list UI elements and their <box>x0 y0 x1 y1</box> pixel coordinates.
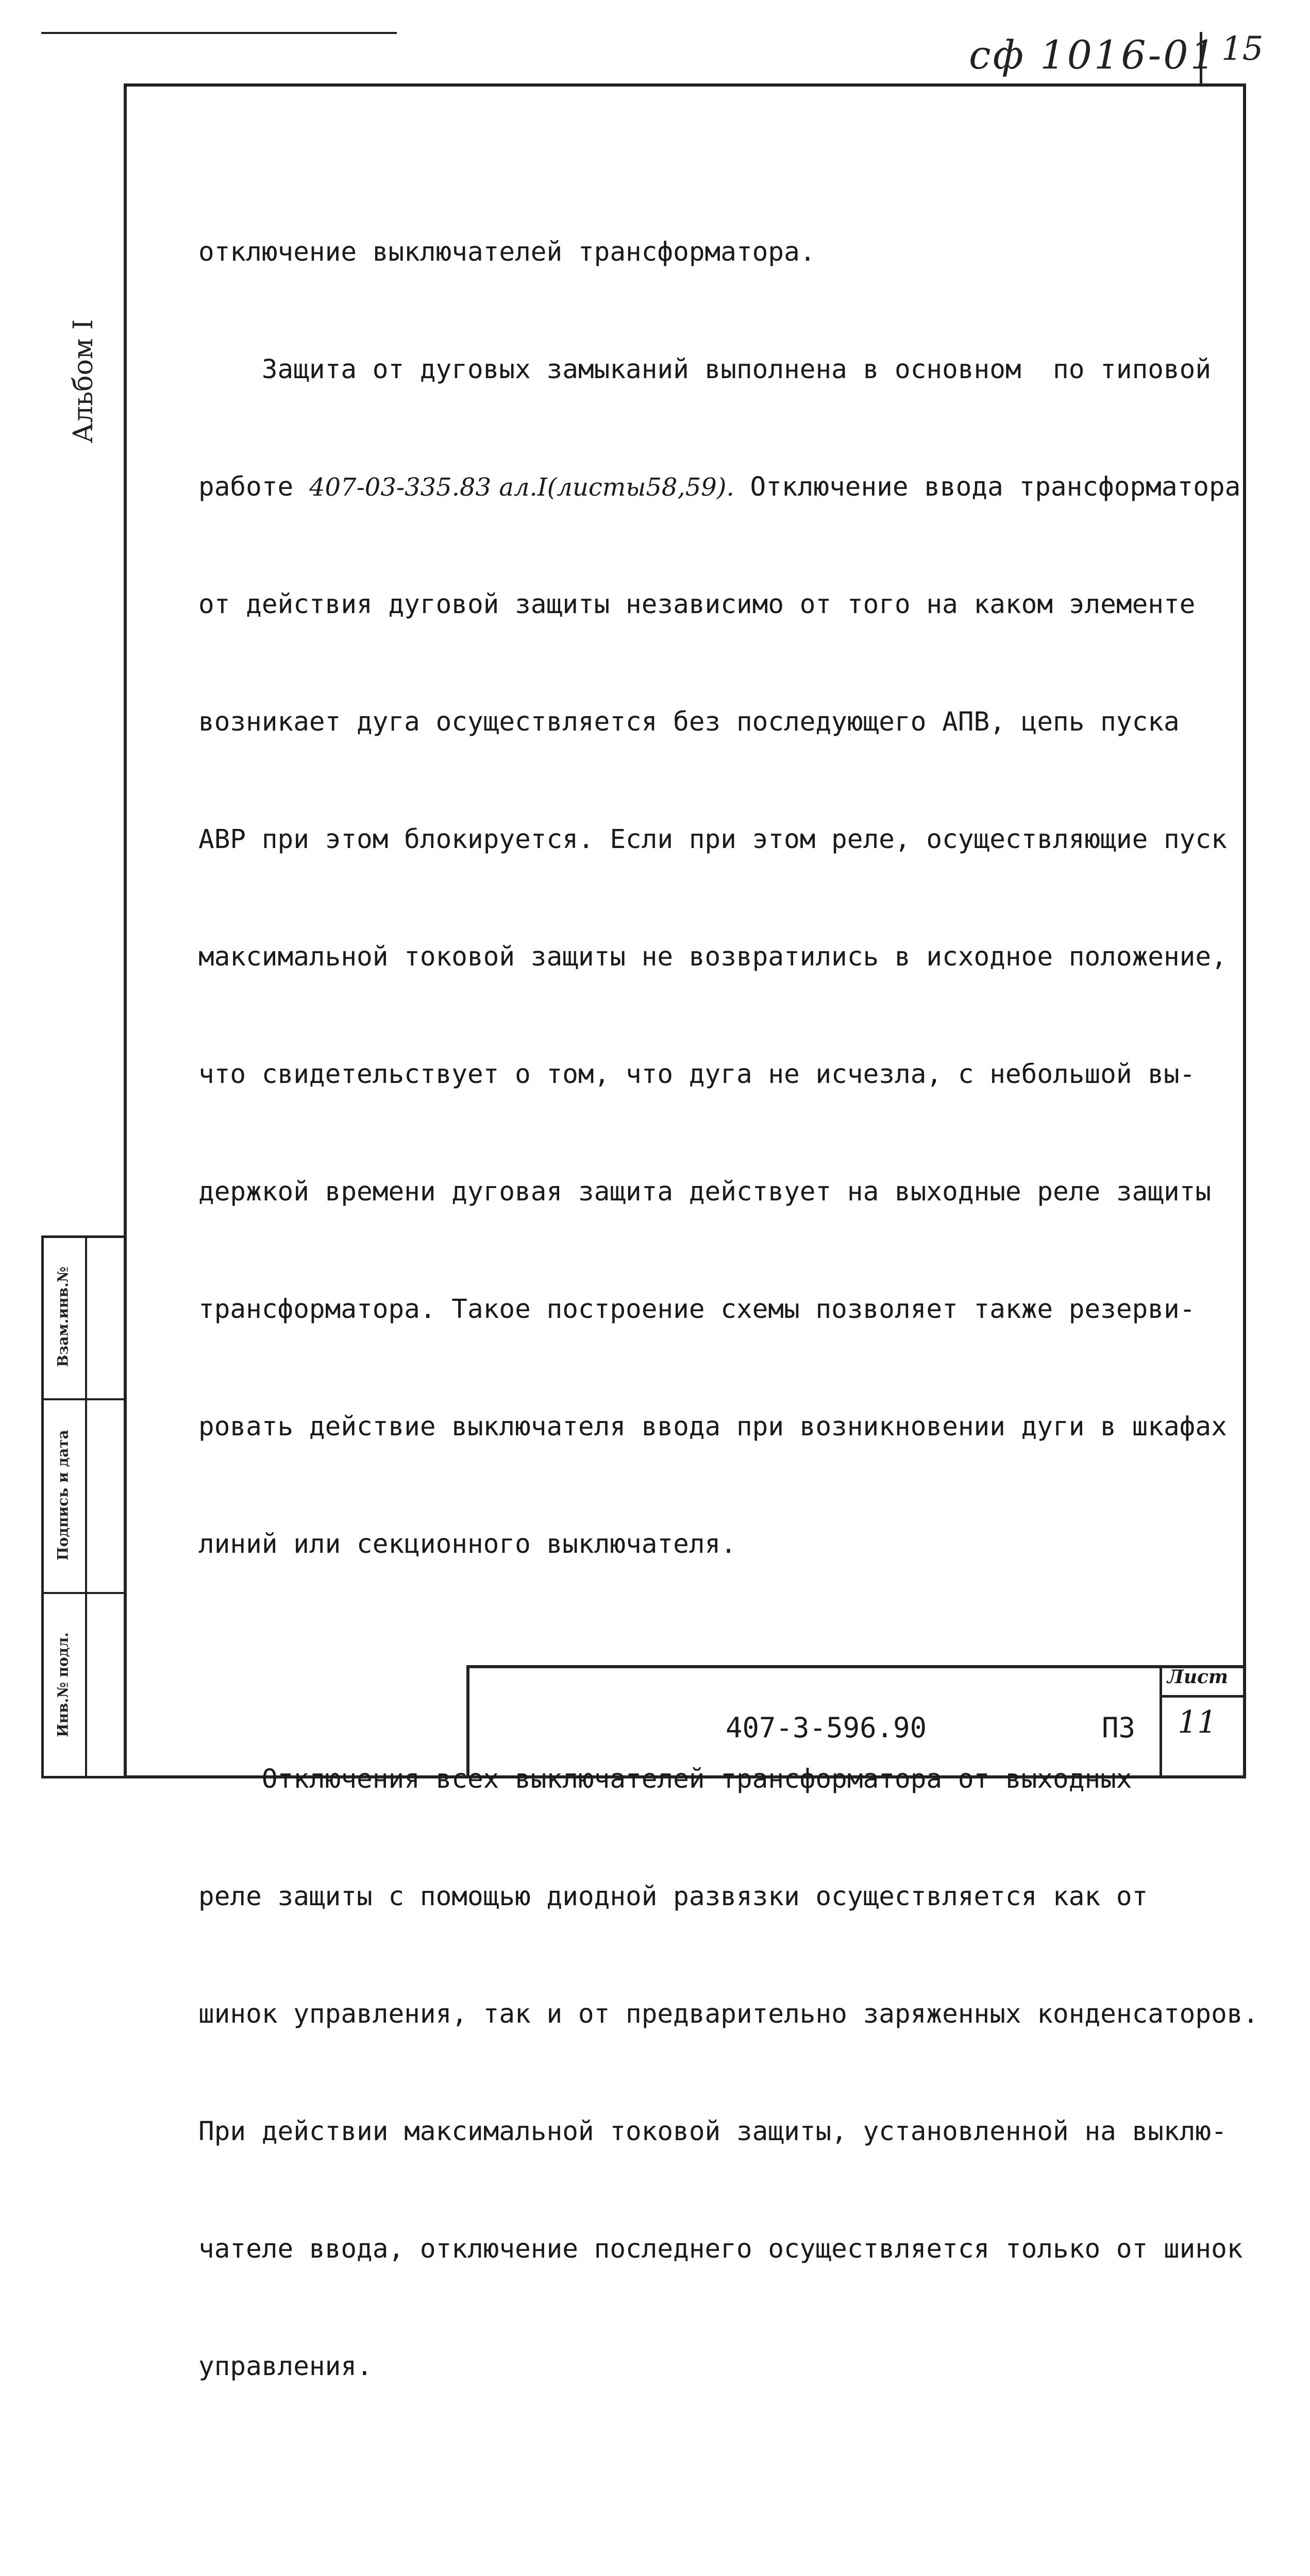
stamp-sheet-label: Лист <box>1167 1666 1229 1688</box>
text-line: возникает дуга осуществляется без последующего АПВ, цепь пуска <box>198 707 1180 737</box>
side-stamp-box <box>41 1235 124 1778</box>
text-line: чателе ввода, отключение последнего осуществляется только от шинок <box>198 2234 1243 2264</box>
text-line: ровать действие выключателя ввода при возникновении дуги в шкафах <box>198 1412 1227 1442</box>
handwritten-reference: 407-03-335.83 ал.I(листы58,59). <box>309 473 734 502</box>
text-line: держкой времени дуговая защита действует на выходные реле защиты <box>198 1177 1212 1207</box>
text-line: АВР при этом блокируется. Если при этом реле, осуществляющие пуск <box>198 824 1227 855</box>
text-line: от действия дуговой защиты независимо от того на каком элементе <box>198 589 1196 620</box>
album-label: Альбом I <box>68 319 99 444</box>
text-line: управления. <box>198 2351 373 2382</box>
text-fragment: работе <box>198 472 294 502</box>
text-line: трансформатора. Такое построение схемы позволяет также резерви- <box>198 1294 1196 1325</box>
text-line: линий или секционного выключателя. <box>198 1529 736 1560</box>
handwritten-document-code: сф 1016-01 <box>969 32 1218 78</box>
text-line: Отключения всех выключателей трансформатора от выходных <box>198 1764 1132 1794</box>
side-label-podpis-data: Подпись и дата <box>54 1430 72 1561</box>
handwritten-page-number: 15 <box>1221 30 1264 68</box>
text-fragment: Отключение ввода трансформатора <box>750 472 1241 502</box>
stamp-sheet-number: 11 <box>1178 1704 1217 1740</box>
text-line: Защита от дуговых замыканий выполнена в основном по типовой <box>198 354 1212 385</box>
side-label-vzam-inv: Взам.инв.№ <box>54 1266 72 1367</box>
stamp-document-code: 407-3-596.90 <box>726 1711 927 1744</box>
stamp-sheet-divider <box>1160 1665 1162 1778</box>
side-label-inv-podl: Инв.№ подл. <box>54 1632 72 1737</box>
text-line <box>198 468 1241 507</box>
text-line: что свидетельствует о том, что дуга не исчезла, с небольшой вы- <box>198 1059 1196 1090</box>
side-stamp-column-divider <box>85 1235 87 1778</box>
text-line: При действии максимальной токовой защиты, установленной на выклю- <box>198 2116 1227 2147</box>
stamp-sheet-rule <box>1160 1695 1246 1698</box>
side-stamp-row-divider <box>41 1398 124 1400</box>
body-text <box>198 155 1259 2576</box>
text-line: реле защиты с помощью диодной развязки осуществляется как от <box>198 1882 1148 1912</box>
page-number-divider <box>1200 32 1202 83</box>
text-line: максимальной токовой защиты не возвратились в исходное положение, <box>198 942 1227 972</box>
text-line: шинок управления, так и от предварительно заряженных конденсаторов. <box>198 1999 1259 2029</box>
side-stamp-row-divider <box>41 1592 124 1594</box>
stamp-section: ПЗ <box>1102 1711 1136 1744</box>
text-line: отключение выключателей трансформатора. <box>198 237 816 267</box>
top-rule <box>41 32 397 34</box>
